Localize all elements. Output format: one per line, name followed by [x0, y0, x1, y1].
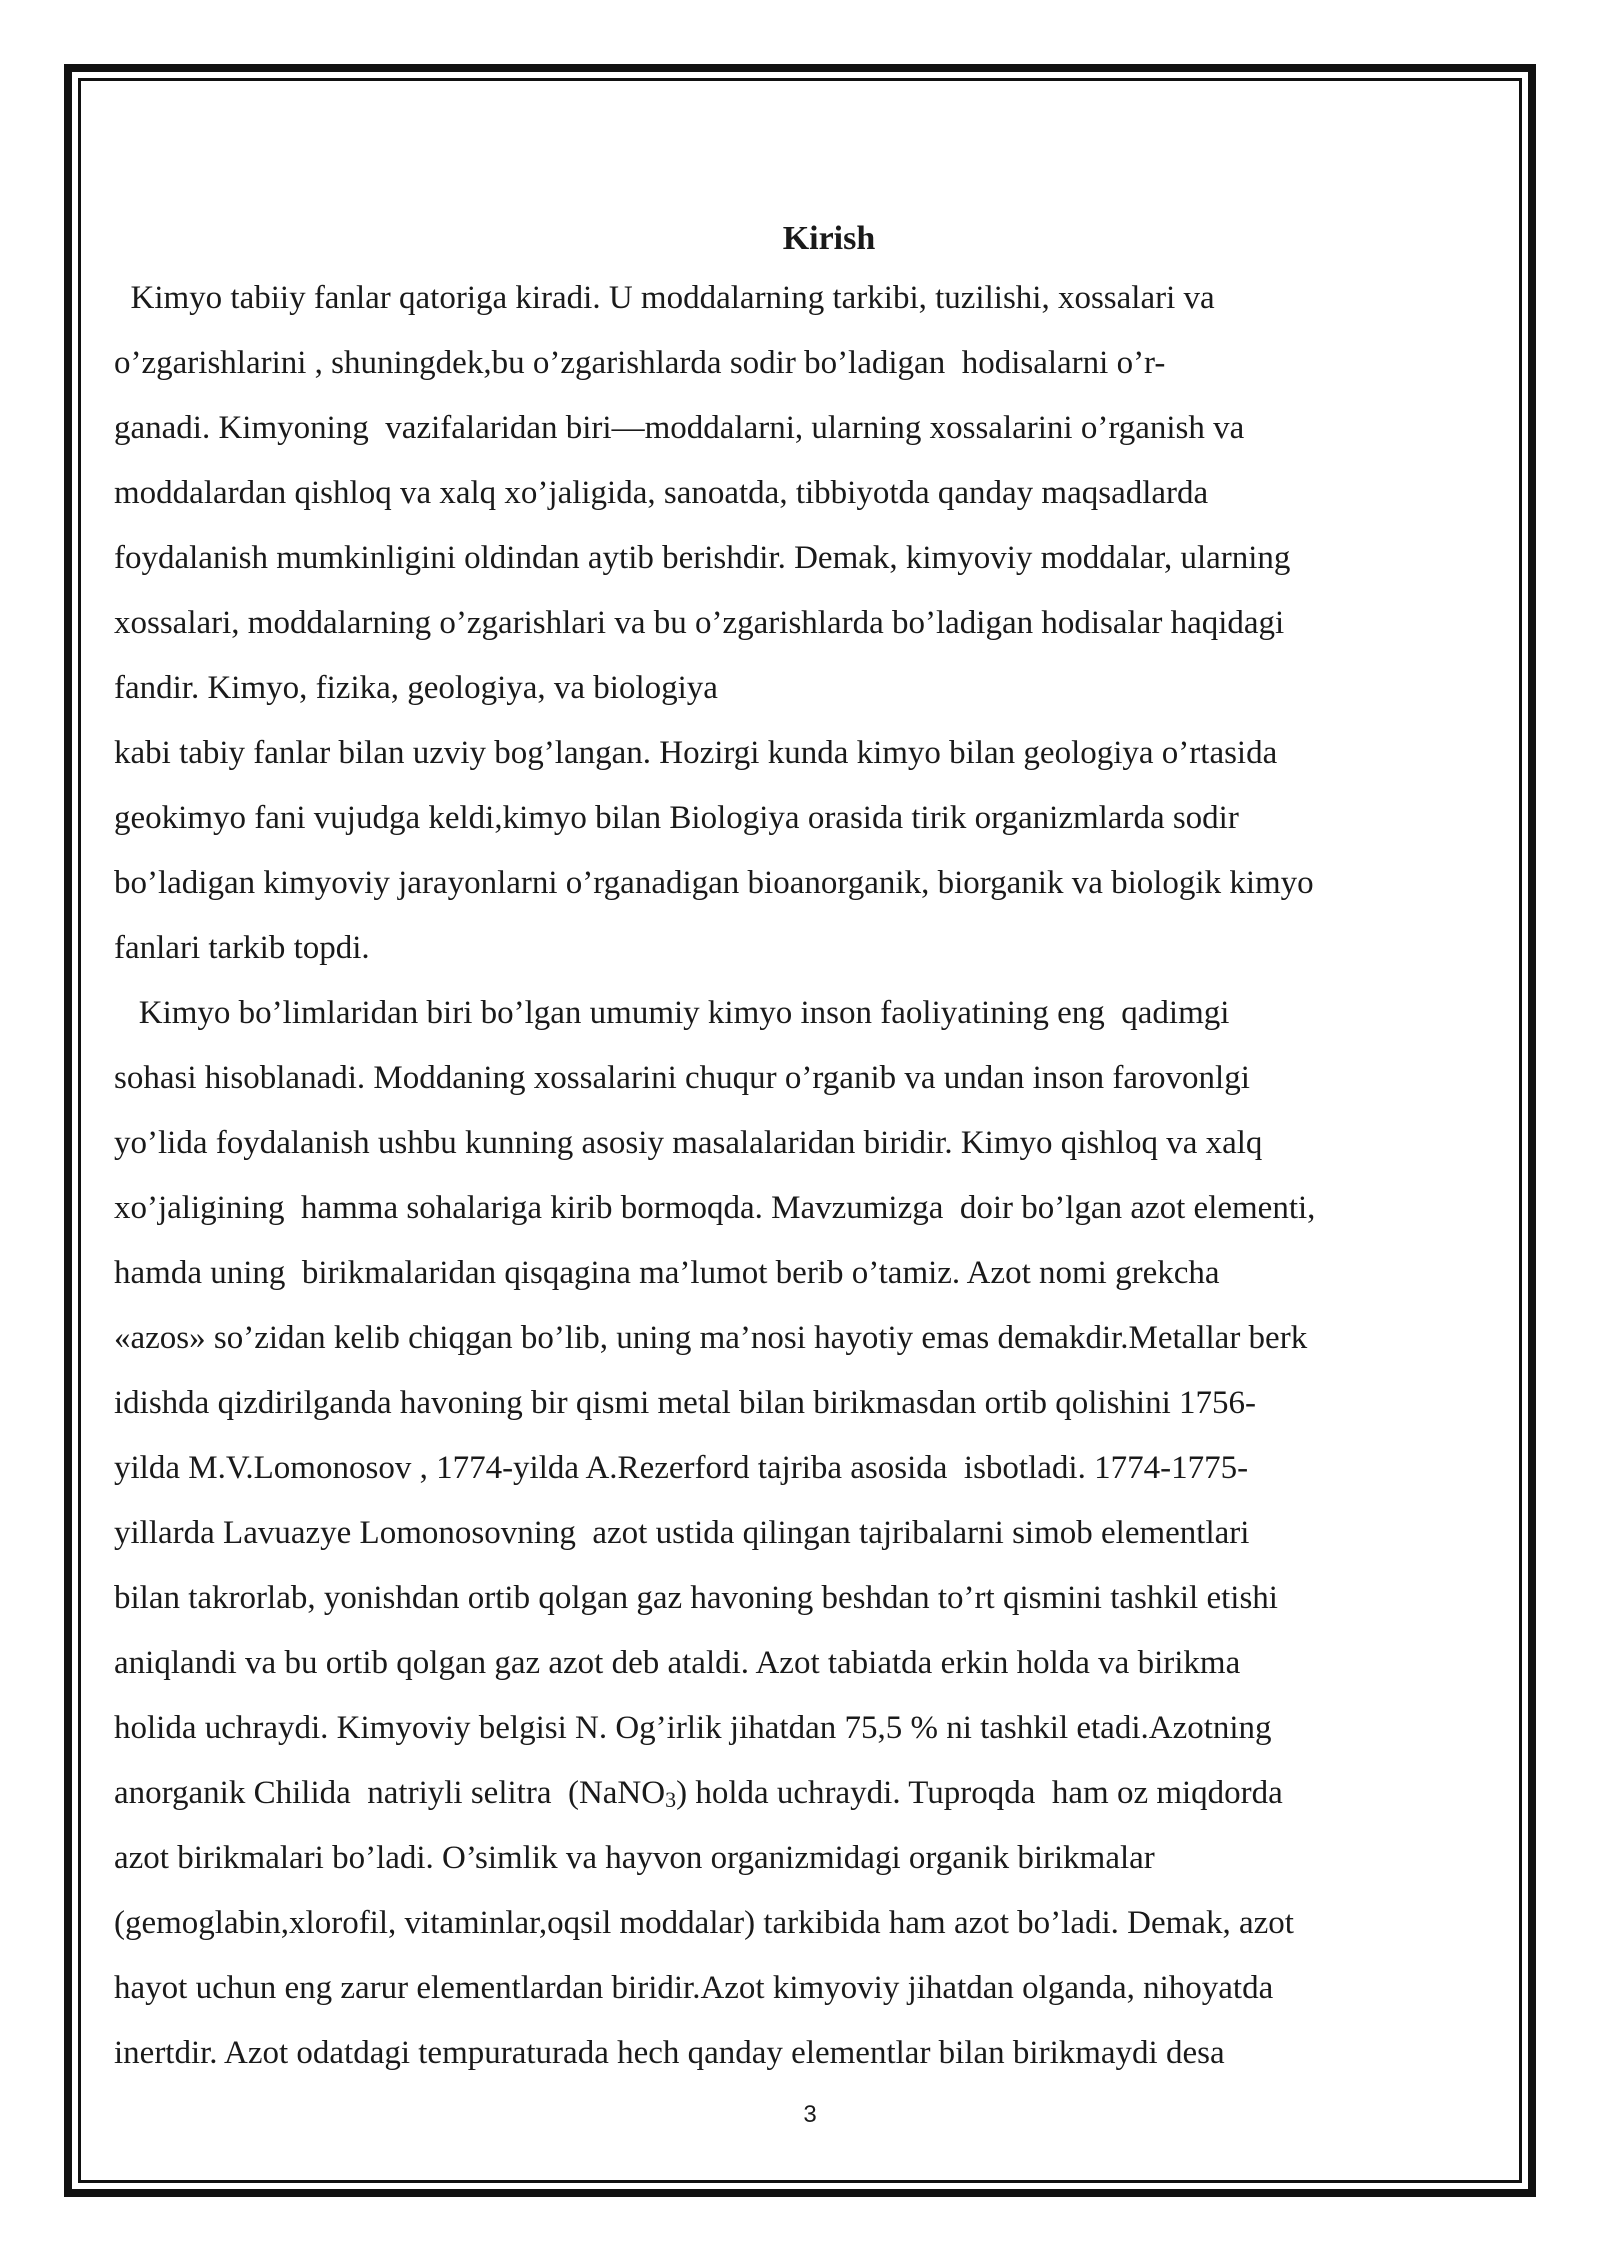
text-line: moddalardan qishloq va xalq xo’jaligida, sanoatda, tibbiyotda qanday maqsadlarda: [114, 475, 1209, 511]
text-line: bilan takrorlab, yonishdan ortib qolgan gaz havoning beshdan to’rt qismini tashkil etishi: [114, 1580, 1278, 1616]
text-line: yillarda Lavuazye Lomonosovning azot ustida qilingan tajribalarni simob elementlari: [114, 1515, 1250, 1551]
document-title: Kirish: [782, 220, 876, 257]
text-line: geokimyo fani vujudga keldi,kimyo bilan Biologiya orasida tirik organizmlarda sodir: [114, 800, 1239, 836]
text-line: foydalanish mumkinligini oldindan aytib berishdir. Demak, kimyoviy moddalar, ularning: [114, 540, 1291, 576]
formula-line-before: anorganik Chilida natriyli selitra (NaNO: [114, 1775, 666, 1811]
formula-subscript: 3: [665, 1787, 677, 1812]
text-line: o’zgarishlarini , shuningdek,bu o’zgarishlarda sodir bo’ladigan hodisalarni o’r-: [114, 345, 1166, 381]
text-line: aniqlandi va bu ortib qolgan gaz azot deb ataldi. Azot tabiatda erkin holda va birikma: [114, 1645, 1241, 1681]
text-line: idishda qizdirilganda havoning bir qismi metal bilan birikmasdan ortib qolishini 1756-: [114, 1385, 1256, 1421]
text-line: inertdir. Azot odatdagi tempuraturada hech qanday elementlar bilan birikmaydi desa: [114, 2035, 1225, 2071]
text-line: yo’lida foydalanish ushbu kunning asosiy masalalaridan biridir. Kimyo qishloq va xalq: [114, 1125, 1263, 1161]
text-line: holida uchraydi. Kimyoviy belgisi N. Og’irlik jihatdan 75,5 % ni tashkil etadi.Azotning: [114, 1710, 1272, 1746]
text-line: «azos» so’zidan kelib chiqgan bo’lib, uning ma’nosi hayotiy emas demakdir.Metallar berk: [114, 1320, 1308, 1356]
text-line: yilda M.V.Lomonosov , 1774-yilda A.Rezerford tajriba asosida isbotladi. 1774-1775-: [114, 1450, 1249, 1486]
document-body: [114, 212, 1494, 2086]
text-line: hayot uchun eng zarur elementlardan biridir.Azot kimyoviy jihatdan olganda, nihoyatda: [114, 1970, 1274, 2006]
text-line: fanlari tarkib topdi.: [114, 930, 370, 966]
text-line: sohasi hisoblanadi. Moddaning xossalarini chuqur o’rganib va undan inson farovonlgi: [114, 1060, 1250, 1096]
formula-line: [114, 1761, 1494, 1826]
text-line: Kimyo tabiiy fanlar qatoriga kiradi. U moddalarning tarkibi, tuzilishi, xossalari va: [114, 280, 1215, 316]
text-line: azot birikmalari bo’ladi. O’simlik va hayvon organizmidagi organik birikmalar: [114, 1840, 1155, 1876]
text-line: bo’ladigan kimyoviy jarayonlarni o’rganadigan bioanorganik, biorganik va biologik kimyo: [114, 865, 1314, 901]
text-line: xo’jaligining hamma sohalariga kirib bormoqda. Mavzumizga doir bo’lgan azot elementi,: [114, 1190, 1316, 1226]
page-number: 3: [803, 2101, 817, 2128]
text-line: (gemoglabin,xlorofil, vitaminlar,oqsil moddalar) tarkibida ham azot bo’ladi. Demak, azot: [114, 1905, 1294, 1941]
text-line: Kimyo bo’limlaridan biri bo’lgan umumiy kimyo inson faoliyatining eng qadimgi: [114, 995, 1230, 1031]
text-line: ganadi. Kimyoning vazifalaridan biri—moddalarni, ularning xossalarini o’rganish va: [114, 410, 1245, 446]
formula-line-after: ) holda uchraydi. Tuproqda ham oz miqdorda: [676, 1775, 1283, 1811]
text-line: hamda uning birikmalaridan qisqagina ma’lumot berib o’tamiz. Azot nomi grekcha: [114, 1255, 1220, 1291]
text-line: xossalari, moddalarning o’zgarishlari va bu o’zgarishlarda bo’ladigan hodisalar haqidagi: [114, 605, 1285, 641]
text-line: fandir. Kimyo, fizika, geologiya, va biologiya: [114, 670, 718, 706]
text-line: kabi tabiy fanlar bilan uzviy bog’langan. Hozirgi kunda kimyo bilan geologiya o’rtasida: [114, 735, 1278, 771]
